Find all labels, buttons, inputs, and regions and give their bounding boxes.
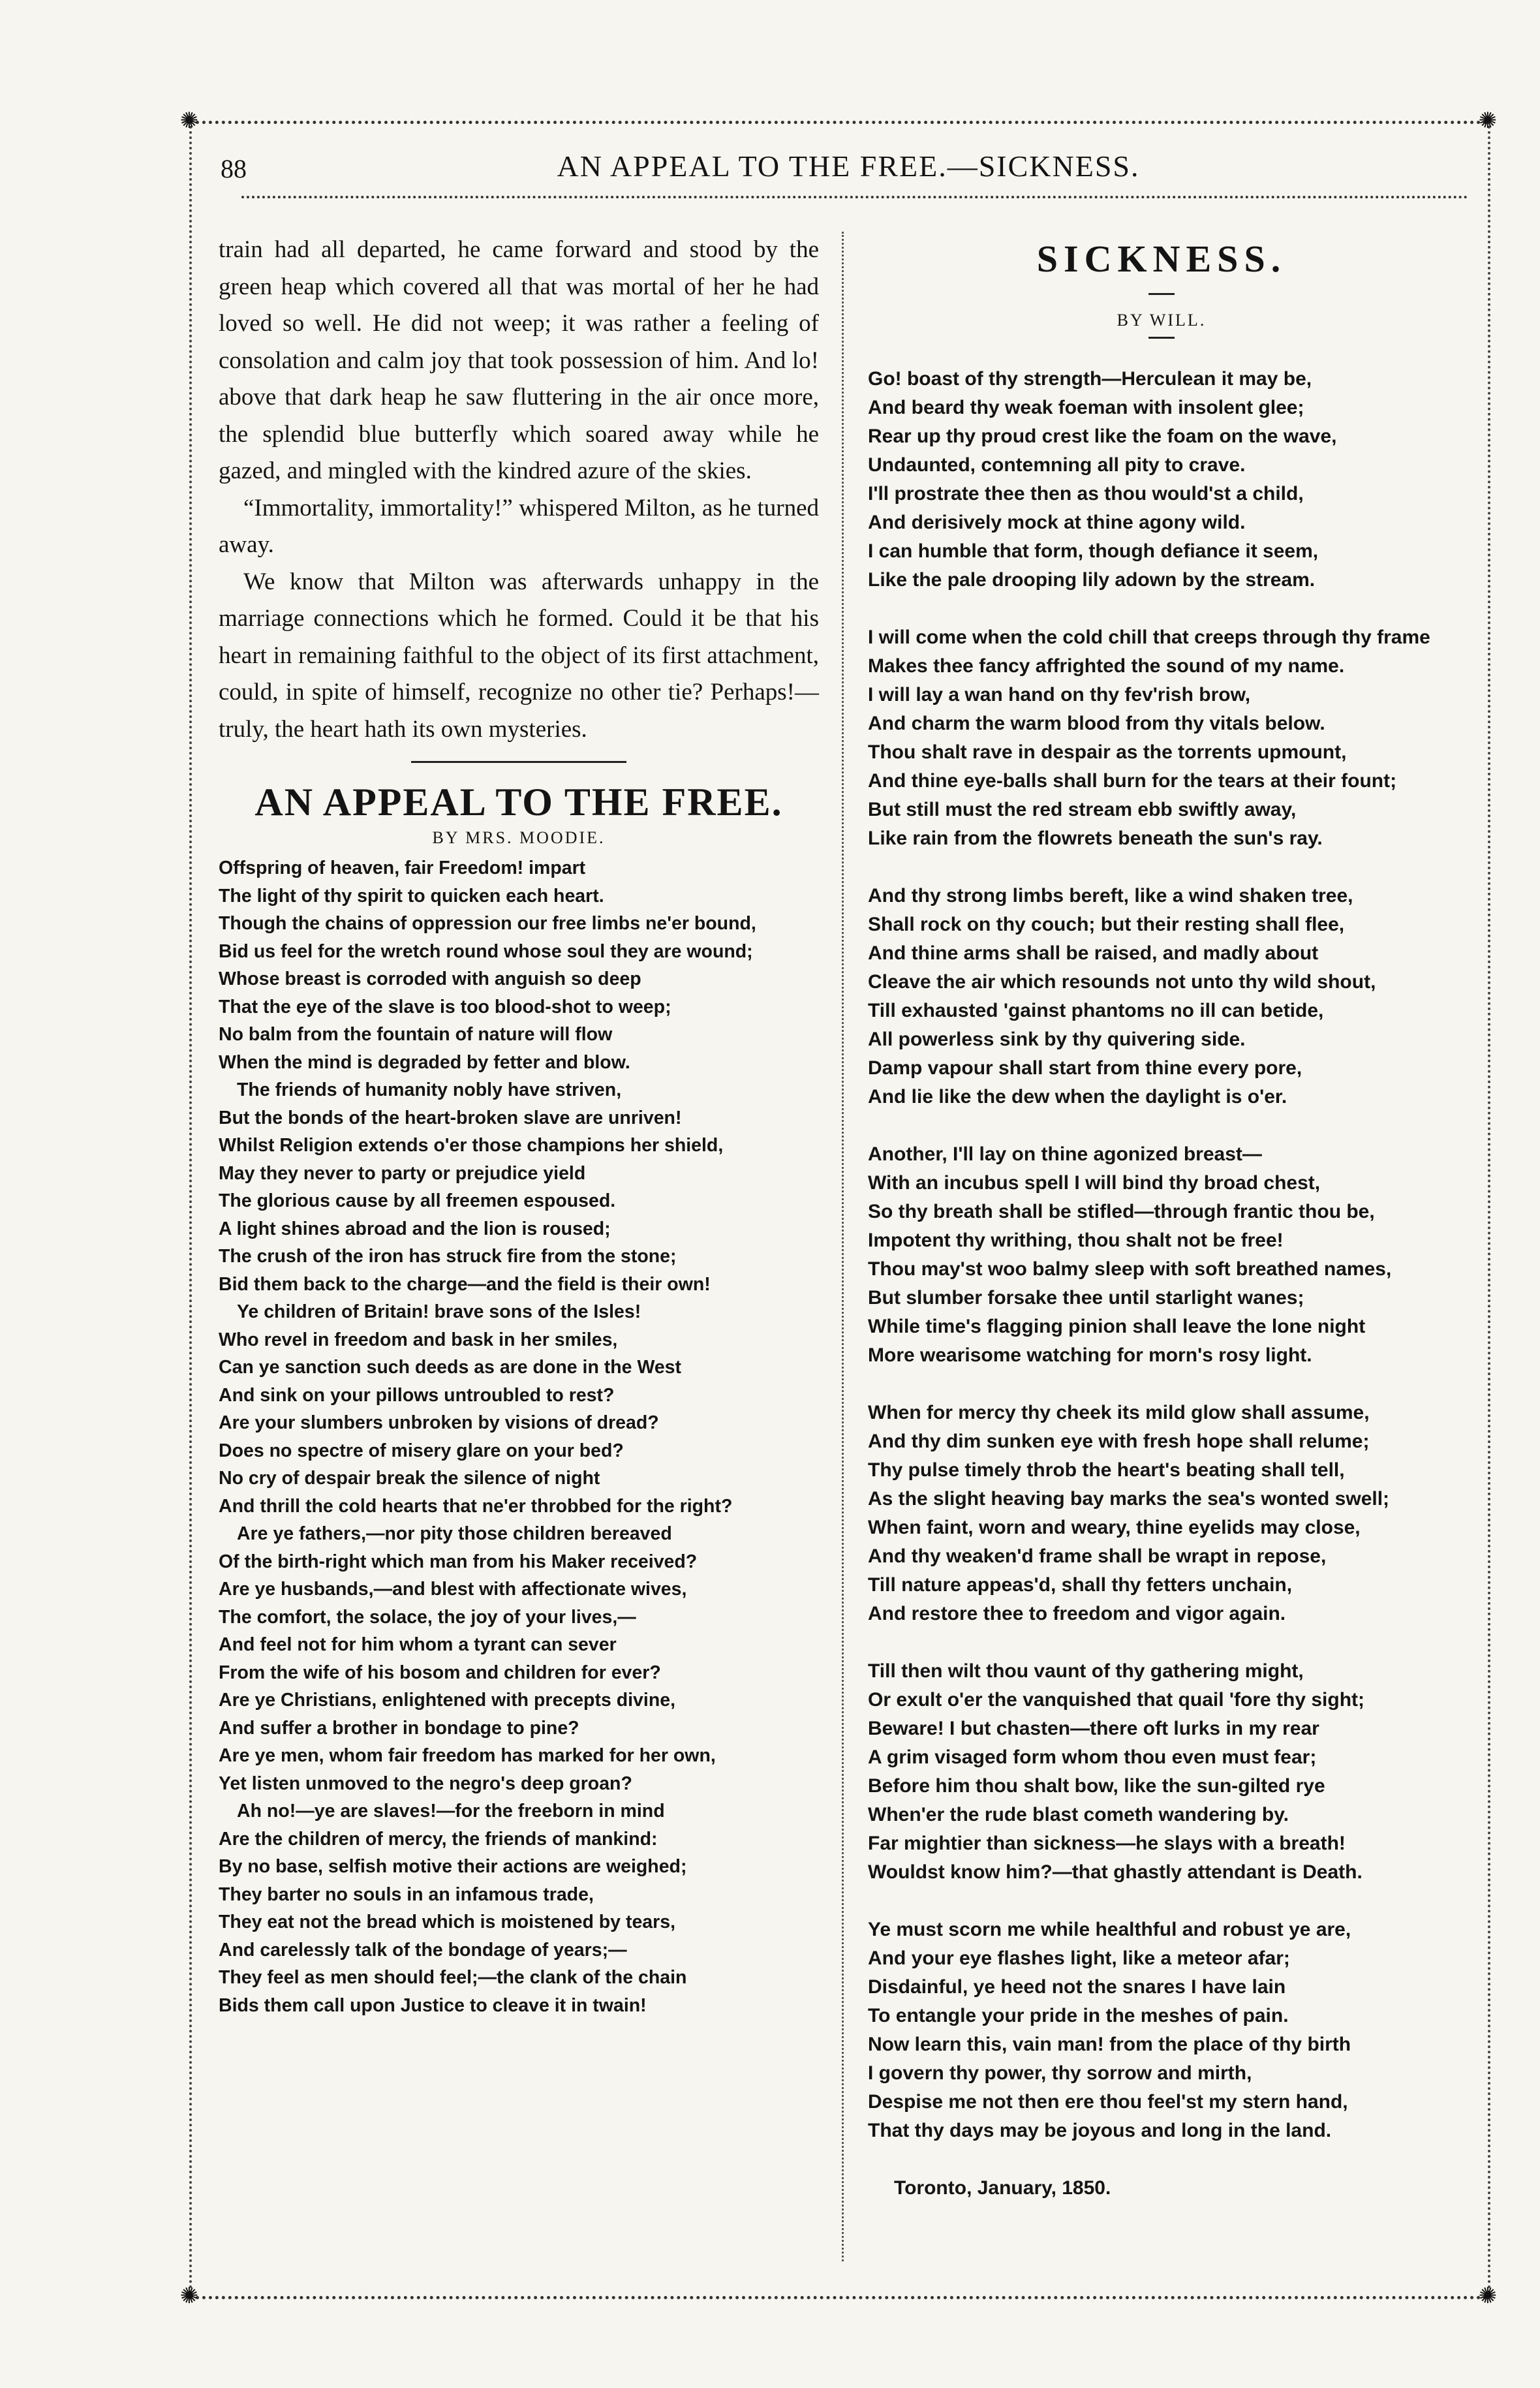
poem-line: And lie like the dew when the daylight is o'er.	[868, 1086, 1287, 1108]
poem-line: But the bonds of the heart-broken slave are unriven!	[219, 1107, 682, 1128]
section-rule	[411, 761, 626, 763]
poem-line: And thrill the cold hearts that ne'er throbbed for the right?	[219, 1495, 733, 1517]
ornamental-border-top	[189, 121, 1488, 124]
poem-line: More wearisome watching for morn's rosy light.	[868, 1344, 1312, 1366]
poem-stanza	[868, 1657, 1455, 1887]
poem-line: But still must the red stream ebb swiftly away,	[868, 799, 1297, 820]
poem-line: So thy breath shall be stifled—through frantic thou be,	[868, 1201, 1375, 1222]
poem-line: Who revel in freedom and bask in her smiles,	[219, 1329, 618, 1350]
poem-line: Like the pale drooping lily adown by the stream.	[868, 569, 1316, 591]
poem-line: A light shines abroad and the lion is roused;	[219, 1218, 611, 1239]
poem-line: But slumber forsake thee until starlight wanes;	[868, 1287, 1304, 1309]
ornamental-border-right	[1488, 121, 1490, 2296]
poem-line: When the mind is degraded by fetter and blow.	[219, 1051, 630, 1073]
poem-line: And suffer a brother in bondage to pine?	[219, 1717, 579, 1739]
poem-line: Thou shalt rave in despair as the torrents upmount,	[868, 741, 1347, 763]
poem-line: Though the chains of oppression our free limbs ne'er bound,	[219, 913, 756, 934]
poem-line: Far mightier than sickness—he slays with a breath!	[868, 1833, 1346, 1854]
poem-line: May they never to party or prejudice yield	[219, 1162, 586, 1184]
poem-line: The glorious cause by all freemen espoused.	[219, 1190, 616, 1211]
poem-line: No cry of despair break the silence of night	[219, 1468, 600, 1489]
poem-stanzas	[868, 365, 1455, 2145]
poem-line: The comfort, the solace, the joy of your lives,—	[219, 1606, 636, 1628]
poem-line: Yet listen unmoved to the negro's deep groan?	[219, 1773, 632, 1794]
poem-line: Makes thee fancy affrighted the sound of my name.	[868, 655, 1345, 677]
poem-line: Impotent thy writhing, thou shalt not be free!	[868, 1230, 1284, 1251]
title-dash	[1148, 337, 1175, 339]
poem-line: Are ye husbands,—and blest with affectionate wives,	[219, 1579, 687, 1600]
poem-line: I can humble that form, though defiance it seem,	[868, 540, 1319, 562]
poem-line: And thy weaken'd frame shall be wrapt in repose,	[868, 1545, 1327, 1567]
poem-stanza	[868, 1140, 1455, 1370]
poem-line: And your eye flashes light, like a meteor afar;	[868, 1947, 1290, 1969]
poem-line: Thy pulse timely throb the heart's beating shall tell,	[868, 1459, 1345, 1481]
poem-stanza	[868, 365, 1455, 595]
poem-line: And thy dim sunken eye with fresh hope shall relume;	[868, 1431, 1370, 1452]
poem-line: By no base, selfish motive their actions are weighed;	[219, 1856, 687, 1877]
poem-line: Bid them back to the charge—and the field is their own!	[219, 1273, 711, 1295]
poem-line: Rear up thy proud crest like the foam on the wave,	[868, 426, 1337, 447]
paragraph: We know that Milton was afterwards unhappy in the marriage connections which he formed. Could it be that his heart in remaining faithful to the object of its first attachment, could, in spite of himself, recognize no other tie? Perhaps!—truly, the heart hath its own mysteries.	[219, 568, 819, 743]
poem-line: When for mercy thy cheek its mild glow shall assume,	[868, 1402, 1370, 1423]
poem-line: Or exult o'er the vanquished that quail 'fore thy sight;	[868, 1689, 1365, 1711]
poem-signoff: Toronto, January, 1850.	[894, 2177, 1111, 2199]
poem-line: As the slight heaving bay marks the sea's wonted swell;	[868, 1488, 1390, 1510]
poem-line: All powerless sink by thy quivering side.	[868, 1029, 1246, 1050]
ornamental-border-left	[189, 121, 192, 2296]
poem-line: When'er the rude blast cometh wandering by.	[868, 1804, 1289, 1825]
poem-line: Another, I'll lay on thine agonized breast—	[868, 1143, 1262, 1165]
page-number: 88	[221, 154, 247, 183]
poem-byline: BY WILL.	[1116, 311, 1207, 330]
poem-line: And beard thy weak foeman with insolent glee;	[868, 397, 1304, 418]
poem-line: With an incubus spell I will bind thy broad chest,	[868, 1172, 1321, 1194]
corner-ornament-icon: ✺	[179, 108, 199, 134]
poem-line: And thine eye-balls shall burn for the tears at their fount;	[868, 770, 1397, 792]
poem-line: And derisively mock at thine agony wild.	[868, 512, 1246, 533]
poem-line: The light of thy spirit to quicken each heart.	[219, 885, 604, 907]
poem-line: Till then wilt thou vaunt of thy gathering might,	[868, 1660, 1304, 1682]
title-dash	[1148, 293, 1175, 295]
poem-line: Are ye fathers,—nor pity those children bereaved	[237, 1523, 672, 1544]
ornamental-border-bottom	[189, 2296, 1488, 2299]
poem-line: While time's flagging pinion shall leave the lone night	[868, 1316, 1366, 1337]
poem-line: Are ye Christians, enlightened with precepts divine,	[219, 1690, 676, 1711]
poem-line: To entangle your pride in the meshes of pain.	[868, 2005, 1289, 2026]
poem-line: Does no spectre of misery glare on your bed?	[219, 1440, 624, 1461]
poem-line: Undaunted, contemning all pity to crave.	[868, 454, 1246, 476]
poem-line: And charm the warm blood from thy vitals below.	[868, 713, 1325, 734]
corner-ornament-icon: ✺	[1478, 2283, 1498, 2309]
poem-line: The friends of humanity nobly have striven,	[237, 1079, 622, 1100]
poem-line: Now learn this, vain man! from the place of thy birth	[868, 2034, 1351, 2055]
poem-line: No balm from the fountain of nature will flow	[219, 1024, 613, 1045]
poem-line: Beware! I but chasten—there oft lurks in my rear	[868, 1718, 1319, 1739]
poem-line: Are your slumbers unbroken by visions of dread?	[219, 1412, 659, 1433]
poem-line: They barter no souls in an infamous trade,	[219, 1884, 594, 1905]
poem-line: And carelessly talk of the bondage of years;—	[219, 1939, 627, 1961]
poem-line: Despise me not then ere thou feel'st my stern hand,	[868, 2091, 1348, 2113]
story-continuation	[219, 232, 819, 748]
poem-line: Whose breast is corroded with anguish so deep	[219, 969, 641, 989]
left-column	[219, 232, 819, 2019]
paragraph: “Immortality, immortality!” whispered Milton, as he turned away.	[219, 494, 819, 558]
poem-line: Ye children of Britain! brave sons of the Isles!	[237, 1301, 641, 1322]
poem-line: A grim visaged form whom thou even must fear;	[868, 1746, 1317, 1768]
column-divider	[842, 232, 844, 2261]
poem-line: Offspring of heaven, fair Freedom! impart	[219, 858, 586, 878]
poem-line: And sink on your pillows untroubled to rest?	[219, 1384, 615, 1406]
poem-line: And thy strong limbs bereft, like a wind shaken tree,	[868, 885, 1353, 907]
poem-line: Cleave the air which resounds not unto thy wild shout,	[868, 971, 1376, 993]
poem-line: I will lay a wan hand on thy fev'rish brow,	[868, 684, 1251, 706]
corner-ornament-icon: ✺	[1478, 108, 1498, 134]
poem-line: Till nature appeas'd, shall thy fetters unchain,	[868, 1574, 1293, 1596]
poem-line: Till exhausted 'gainst phantoms no ill can betide,	[868, 1000, 1324, 1021]
right-column	[868, 232, 1455, 2203]
poem-stanza	[868, 1915, 1455, 2145]
poem-line: From the wife of his bosom and children for ever?	[219, 1662, 661, 1683]
poem-stanza	[868, 882, 1455, 1111]
poem-line: I'll prostrate thee then as thou would'st a child,	[868, 483, 1304, 504]
poem-line: They feel as men should feel;—the clank of the chain	[219, 1967, 687, 1988]
poem-line: Are the children of mercy, the friends of mankind:	[219, 1828, 658, 1850]
header-divider	[241, 196, 1468, 198]
corner-ornament-icon: ✺	[179, 2283, 199, 2309]
poem-line: Whilst Religion extends o'er those champions her shield,	[219, 1135, 724, 1156]
poem-title: SICKNESS.	[1036, 238, 1287, 280]
poem-line: Wouldst know him?—that ghastly attendant is Death.	[868, 1861, 1363, 1883]
poem-line: Ye must scorn me while healthful and robust ye are,	[868, 1919, 1351, 1940]
poem-lines	[219, 854, 819, 2019]
poem-line: And feel not for him whom a tyrant can sever	[219, 1634, 617, 1655]
poem-byline: BY MRS. MOODIE.	[432, 828, 606, 847]
poem-line: Shall rock on thy couch; but their resting shall flee,	[868, 914, 1345, 935]
poem-line: When faint, worn and weary, thine eyelids may close,	[868, 1517, 1361, 1538]
poem-line: They eat not the bread which is moistened by tears,	[219, 1912, 676, 1932]
poem-line: Of the birth-right which man from his Maker received?	[219, 1551, 698, 1572]
poem-line: Are ye men, whom fair freedom has marked for her own,	[219, 1745, 716, 1766]
poem-line: And thine arms shall be raised, and madly about	[868, 942, 1319, 964]
poem-stanza	[868, 623, 1455, 853]
running-head: AN APPEAL TO THE FREE.—SICKNESS.	[557, 149, 1140, 183]
poem-line: Bids them call upon Justice to cleave it in twain!	[219, 1994, 647, 2016]
poem-line: Disdainful, ye heed not the snares I have lain	[868, 1976, 1286, 1998]
poem-line: That the eye of the slave is too blood-shot to weep;	[219, 996, 671, 1017]
poem-line: I will come when the cold chill that creeps through thy frame	[868, 627, 1430, 648]
poem-line: That thy days may be joyous and long in the land.	[868, 2120, 1332, 2141]
poem-line: Like rain from the flowrets beneath the sun's ray.	[868, 828, 1323, 849]
poem-title: AN APPEAL TO THE FREE.	[254, 781, 783, 824]
poem-line: Go! boast of thy strength—Herculean it may be,	[868, 368, 1312, 390]
poem-line: Thou may'st woo balmy sleep with soft breathed names,	[868, 1258, 1392, 1280]
poem-line: Can ye sanction such deeds as are done in the West	[219, 1357, 682, 1378]
paragraph: train had all departed, he came forward and stood by the green heap which covered all that was mortal of her he had loved so well. He did not weep; it was rather a feeling of consolation and calm joy that took possession of him. And lo! above that dark heap he saw fluttering in the air once more, the splendid blue butterfly which soared away while he gazed, and mingled with the kindred azure of the skies.	[219, 236, 819, 484]
poem-line: And restore thee to freedom and vigor again.	[868, 1603, 1286, 1624]
poem-line: Before him thou shalt bow, like the sun-gilted rye	[868, 1775, 1325, 1797]
poem-line: Ah no!—ye are slaves!—for the freeborn in mind	[237, 1801, 665, 1822]
poem-stanza	[868, 1399, 1455, 1628]
poem-line: The crush of the iron has struck fire from the stone;	[219, 1246, 677, 1267]
poem-line: Damp vapour shall start from thine every pore,	[868, 1057, 1302, 1079]
poem-line: I govern thy power, thy sorrow and mirth,	[868, 2062, 1252, 2084]
poem-line: Bid us feel for the wretch round whose soul they are wound;	[219, 940, 753, 962]
